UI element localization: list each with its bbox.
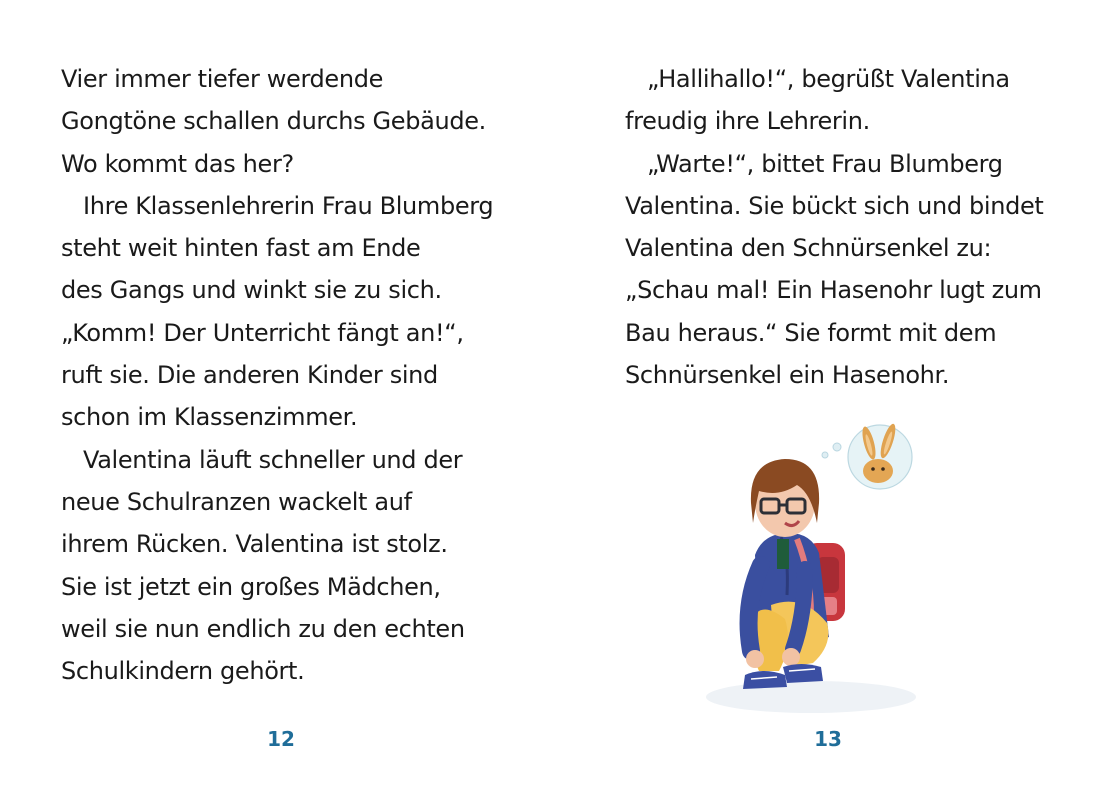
left-page-text-line: Gongtöne schallen durchs Gebäude. xyxy=(61,107,486,136)
left-page-text-line: ihrem Rücken. Valentina ist stolz. xyxy=(61,530,448,559)
right-page-text-line: Valentina. Sie bückt sich und bindet xyxy=(625,191,1044,220)
left-page-text-line: Schulkindern gehört. xyxy=(61,657,305,686)
right-page-text-line: „Hallihallo!“, begrüßt Valentina xyxy=(647,65,1010,93)
girl-tying-shoe-illustration xyxy=(693,405,953,715)
left-page-text-line: schon im Klassenzimmer. xyxy=(61,403,358,432)
right-page xyxy=(553,0,1107,785)
left-page-text-line: Sie ist jetzt ein großes Mädchen, xyxy=(61,572,441,601)
left-page-text-line: Wo kommt das her? xyxy=(61,149,294,178)
right-page-text-line: freudig ihre Lehrerin. xyxy=(625,107,870,136)
left-page-text-line: weil sie nun endlich zu den echten xyxy=(61,614,465,643)
left-page-text-line: ruft sie. Die anderen Kinder sind xyxy=(61,361,438,390)
right-page-text-line: „Warte!“, bittet Frau Blumberg xyxy=(647,149,1003,178)
right-page-text-line: Schnürsenkel ein Hasenohr. xyxy=(625,361,950,390)
left-page-text-line: des Gangs und winkt sie zu sich. xyxy=(61,276,442,305)
left-page-text-line: Valentina läuft schneller und der xyxy=(83,445,463,474)
left-page-text-line: Vier immer tiefer werdende xyxy=(61,65,384,93)
left-page-text-line: neue Schulranzen wackelt auf xyxy=(61,487,412,516)
left-page-text xyxy=(61,58,493,692)
left-page-text-line: Ihre Klassenlehrerin Frau Blumberg xyxy=(83,191,494,220)
left-page xyxy=(0,0,553,785)
right-page-text xyxy=(625,58,1043,396)
page-number-left: 12 xyxy=(267,727,295,751)
left-page-text-line: steht weit hinten fast am Ende xyxy=(61,234,421,263)
page-number-right: 13 xyxy=(814,727,842,751)
right-page-text-line: Valentina den Schnürsenkel zu: xyxy=(625,234,992,263)
right-page-text-line: Bau heraus.“ Sie formt mit dem xyxy=(625,318,997,347)
left-page-text-line: „Komm! Der Unterricht fängt an!“, xyxy=(61,318,464,347)
right-page-text-line: „Schau mal! Ein Hasenohr lugt zum xyxy=(625,276,1042,305)
